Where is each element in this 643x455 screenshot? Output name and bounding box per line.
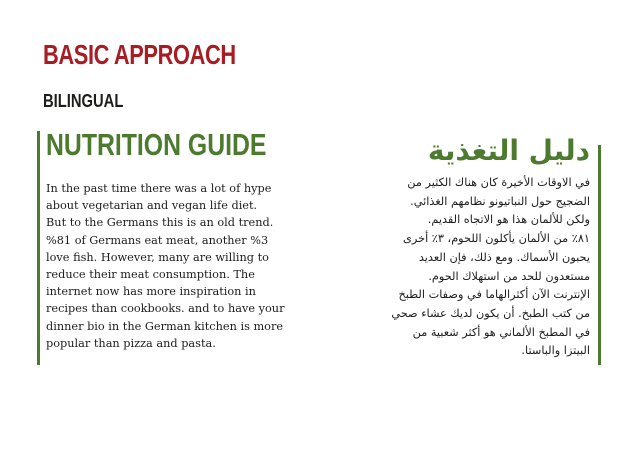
english-body-line: But to the Germans this is an old trend.: [46, 216, 274, 230]
arabic-body-line: ولكن للألمان هذا هو الاتجاه القديم.: [427, 213, 590, 227]
arabic-body-line: يحبون الأسماك. ومع ذلك، فإن العديد: [418, 250, 590, 264]
english-body-line: dinner bio in the German kitchen is more: [46, 319, 284, 333]
arabic-body-line: البيتزا والباستا.: [521, 344, 590, 358]
english-body-line: popular than pizza and pasta.: [46, 336, 216, 350]
arabic-body-line: الإنترنت الآن أكثرالهاما في وصفات الطبخ: [398, 288, 590, 302]
english-section-title: NUTRITION GUIDE: [46, 127, 267, 162]
english-body-line: %81 of Germans eat meat, another %3: [46, 233, 269, 247]
english-body-line: recipes than cookbooks. and to have your: [46, 302, 285, 316]
arabic-body-line: الضجيج حول النباتيونو نظامهم الغذائي.: [410, 194, 590, 208]
english-body-line: about vegetarian and vegan life diet.: [46, 199, 258, 213]
english-column-rule: [37, 131, 40, 365]
arabic-body-line: من كتب الطبخ. أن يكون لديك عشاء صحي: [391, 306, 590, 320]
arabic-body-line: ٨١٪ من الألمان يأكلون اللحوم، ٣٪ أخرى: [403, 232, 590, 246]
arabic-body-line: مستعدون للحد من استهلاك الحوم.: [428, 269, 590, 283]
english-body-text: [46, 180, 320, 352]
page-subheading: BILINGUAL: [43, 91, 124, 111]
page-heading: BASIC APPROACH: [43, 39, 236, 70]
english-body-line: internet now has more inspiration in: [46, 285, 256, 299]
english-body-line: love fish. However, many are willing to: [46, 250, 269, 264]
english-body-line: reduce their meat consumption. The: [46, 268, 255, 282]
arabic-body-line: في الاوقات الأخيرة كان هناك الكثير من: [407, 176, 590, 189]
english-body-line: In the past time there was a lot of hype: [46, 182, 272, 195]
arabic-column-rule: [598, 145, 601, 365]
arabic-body-line: في المطبخ الألماني هو أكثر شعبية من: [412, 325, 590, 339]
arabic-section-title: دليل التغذية: [427, 134, 590, 167]
arabic-body-text: [350, 174, 590, 361]
